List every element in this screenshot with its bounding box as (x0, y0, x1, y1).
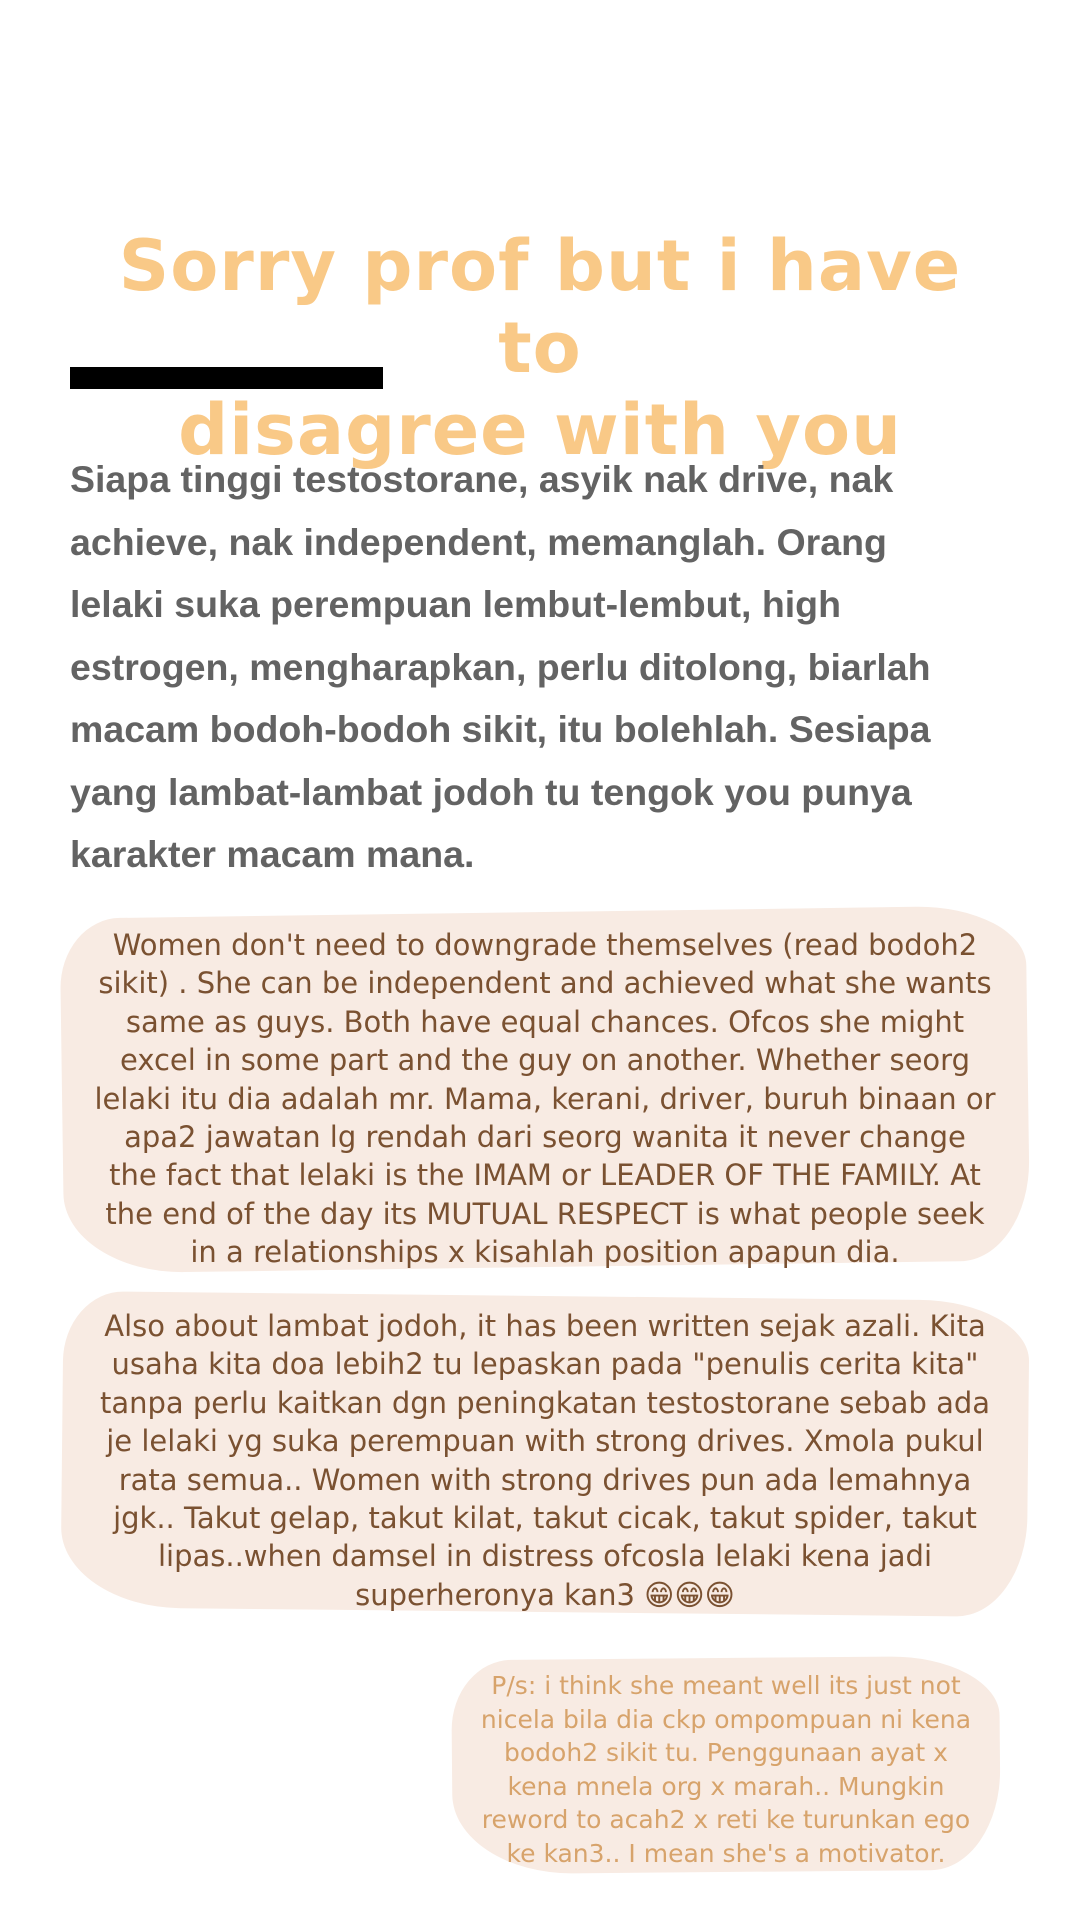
response-line: the fact that lelaki is the IMAM or LEADER OF THE FAMILY. At (109, 1158, 981, 1193)
response-line: usaha kita doa lebih2 tu lepaskan pada "penulis cerita kita" (111, 1347, 979, 1382)
response-line: apa2 jawatan lg rendah dari seorg wanita it never change (124, 1120, 966, 1155)
quote-line: lelaki suka perempuan lembut-lembut, high (70, 583, 841, 625)
response-paragraph-2 (62, 1307, 1028, 1614)
title-line-1: Sorry prof but i have to (118, 224, 962, 389)
title-divider (70, 367, 383, 389)
postscript-line: nicela bila dia ckp ompompuan ni kena (480, 1704, 972, 1734)
quote-line: karakter macam mana. (70, 833, 475, 875)
response-line: lipas..when damsel in distress ofcosla lelaki kena jadi (157, 1539, 933, 1574)
response-line: in a relationships x kisahlah position apapun dia. (190, 1235, 900, 1270)
response-line: same as guys. Both have equal chances. Ofcos she might (125, 1004, 965, 1039)
page-title (100, 225, 980, 471)
quote-line: macam bodoh-bodoh sikit, itu bolehlah. Sesiapa (70, 708, 931, 750)
quote-line: yang lambat-lambat jodoh tu tengok you punya (70, 770, 912, 813)
response-line: jgk.. Takut gelap, takut kilat, takut cicak, takut spider, takut (113, 1501, 977, 1536)
postscript-line: ke kan3.. I mean she's a motivator. (506, 1838, 946, 1868)
title-line-2: disagree with you (178, 388, 902, 471)
response-line: lelaki itu dia adalah mr. Mama, kerani, driver, buruh binaan or (94, 1081, 996, 1116)
postscript-line: P/s: i think she meant well its just not (491, 1671, 961, 1700)
response-line: sikit) . She can be independent and achieved what she wants (98, 966, 992, 1001)
response-paragraph-1 (62, 926, 1028, 1272)
postscript-line: kena mnela org x marah.. Mungkin (507, 1771, 945, 1801)
postscript-line: bodoh2 sikit tu. Penggunaan ayat x (504, 1738, 948, 1767)
quote-line: achieve, nak independent, memanglah. Orang (70, 520, 887, 563)
quote-line: estrogen, mengharapkan, perlu ditolong, biarlah (70, 645, 931, 688)
response-line: excel in some part and the guy on another. Whether seorg (120, 1043, 970, 1078)
response-line: je lelaki yg suka perempuan with strong drives. Xmola pukul (106, 1424, 984, 1459)
postscript-note (452, 1669, 1000, 1870)
response-line: superheronya kan3 😁😁😁 (355, 1577, 735, 1612)
quoted-statement (70, 448, 1030, 886)
response-line: rata semua.. Women with strong drives pun ada lemahnya (118, 1462, 972, 1497)
postscript-line: reword to acah2 x reti ke turunkan ego (481, 1805, 971, 1834)
quote-line: Siapa tinggi testostorane, asyik nak drive, nak (70, 458, 894, 500)
response-line: Also about lambat jodoh, it has been written sejak azali. Kita (104, 1309, 986, 1343)
response-line: tanpa perlu kaitkan dgn peningkatan testostorane sebab ada (99, 1385, 991, 1420)
response-line: Women don't need to downgrade themselves (read bodoh2 (112, 928, 978, 962)
response-line: the end of the day its MUTUAL RESPECT is what people seek (105, 1196, 985, 1231)
